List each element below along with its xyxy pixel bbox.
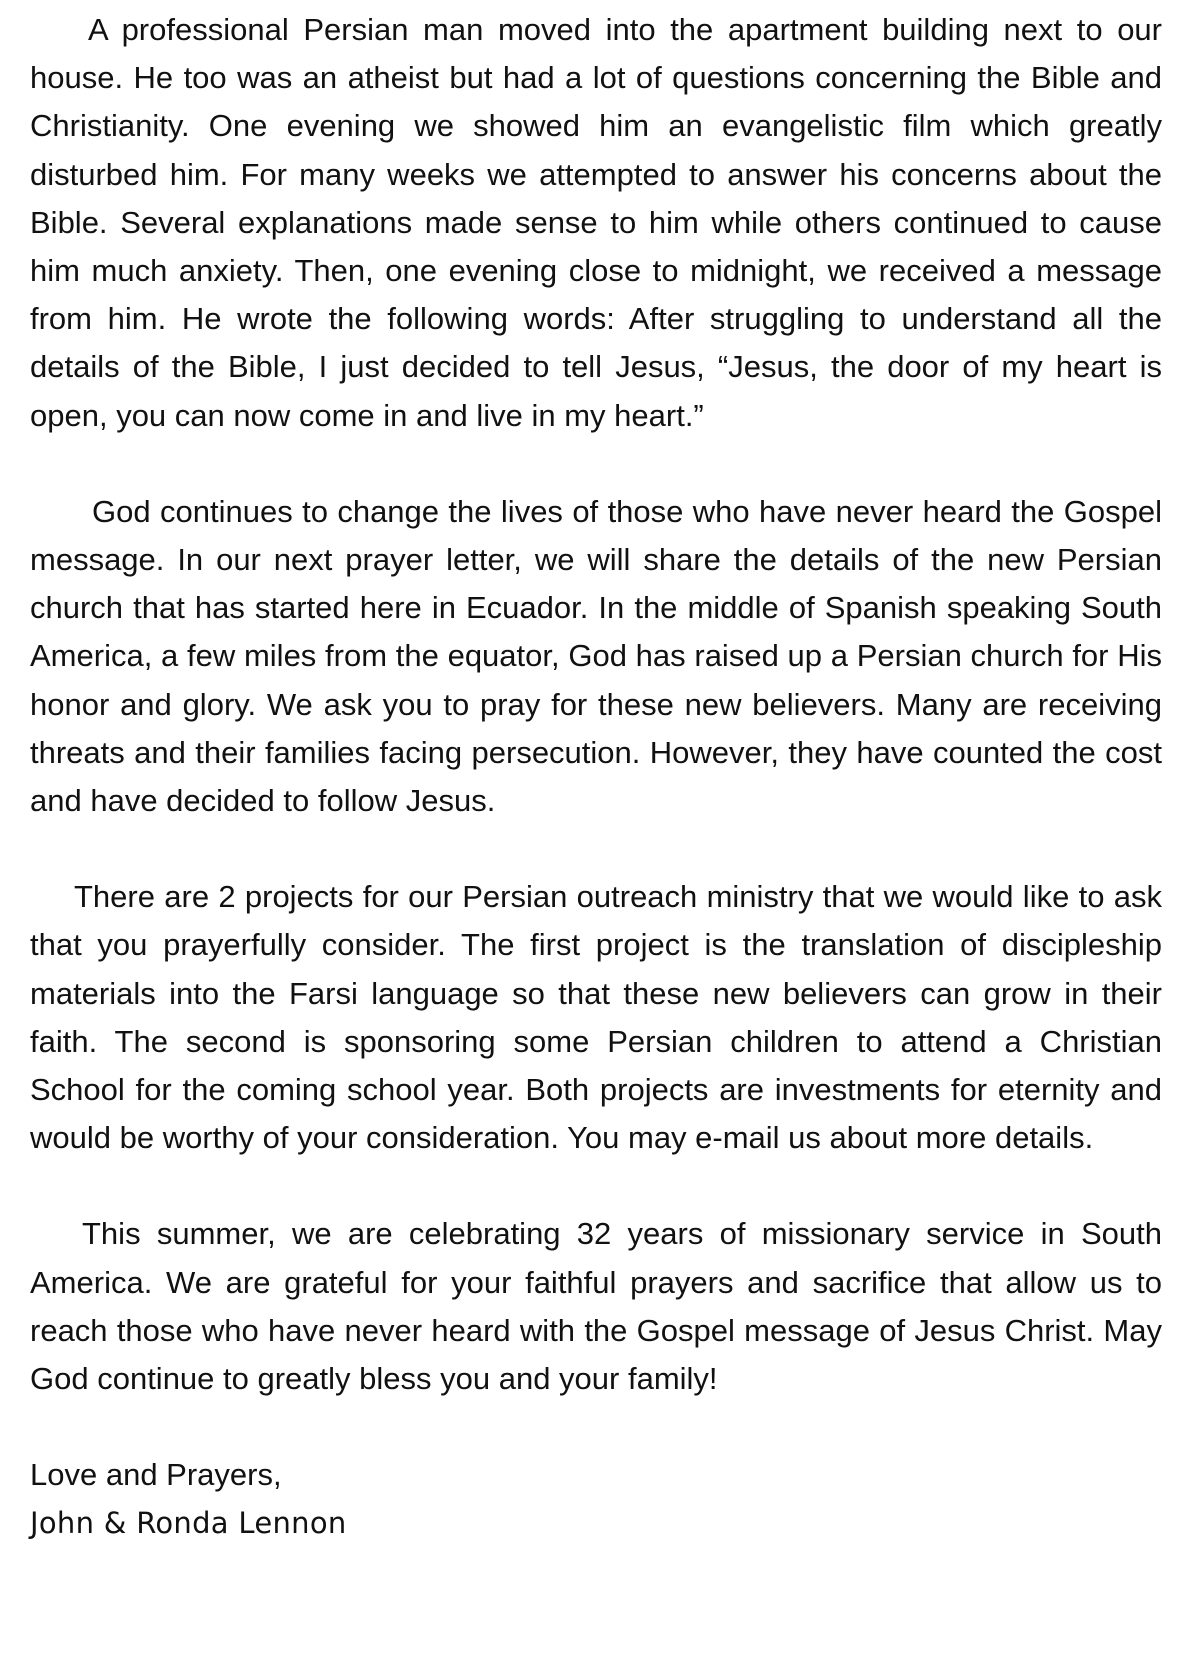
paragraph-anniversary: This summer, we are celebrating 32 years of missionary service in South America. We are grateful for your faithful prayers and sacrifice that allow us to reach those who have never heard with the Gospel message of Jesus Christ. May God continue to greatly bless you and your family! <box>30 1216 1162 1397</box>
signature: John & Ronda Lennon <box>30 1506 347 1541</box>
paragraph-spacer <box>30 825 1162 873</box>
paragraph-spacer <box>30 440 1162 488</box>
paragraph-church: God continues to change the lives of those who have never heard the Gospel message. In our next prayer letter, we will share the details of the new Persian church that has started here in Ecuador. In the middle of Spanish speaking South America, a few miles from the equator, God has raised up a Persian church for His honor and glory. We ask you to pray for these new believers. Many are receiving threats and their families facing persecution. However, they have counted the cost and have decided to follow Jesus. <box>30 493 1162 819</box>
paragraph-spacer <box>30 1162 1162 1210</box>
letter-body <box>30 6 1162 1548</box>
closing-line: Love and Prayers, <box>30 1457 282 1493</box>
paragraph-spacer <box>30 1403 1162 1451</box>
paragraph-projects: There are 2 projects for our Persian outreach ministry that we would like to ask that you prayerfully consider. The first project is the translation of discipleship materials into the Farsi language so that these new believers can grow in their faith. The second is sponsoring some Persian children to attend a Christian School for the coming school year. Both projects are investments for eternity and would be worthy of your consideration. You may e-mail us about more details. <box>30 879 1162 1156</box>
paragraph-story: A professional Persian man moved into the apartment building next to our house. He too was an atheist but had a lot of questions concerning the Bible and Christianity. One evening we showed him an evangelistic film which greatly disturbed him. For many weeks we attempted to answer his concerns about the Bible. Several explanations made sense to him while others continued to cause him much anxiety. Then, one evening close to midnight, we received a message from him. He wrote the following words: After struggling to understand all the details of the Bible, I just decided to tell Jesus, “Jesus, the door of my heart is open, you can now come in and live in my heart.” <box>30 12 1162 433</box>
